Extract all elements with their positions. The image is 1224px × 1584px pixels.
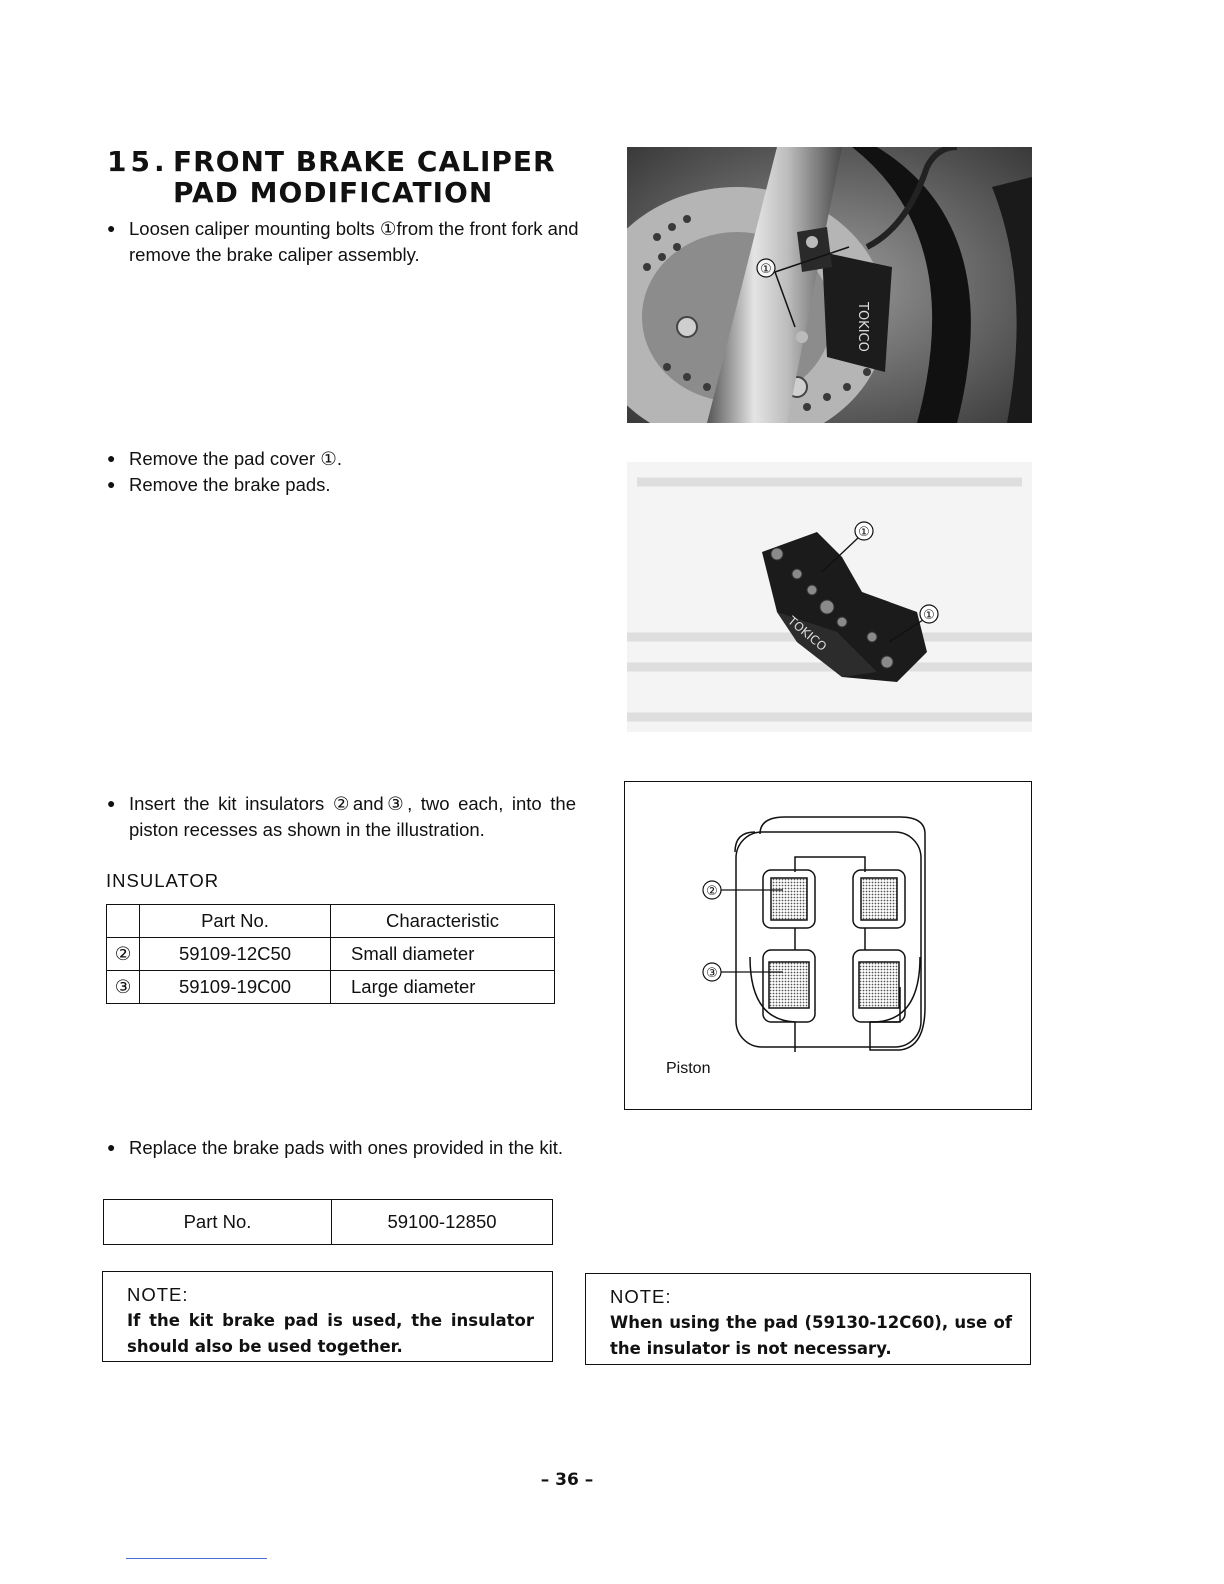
insulator-diagram xyxy=(624,781,1032,1110)
title-line-2: PAD MODIFICATION xyxy=(173,176,494,209)
step-4-text: Replace the brake pads with ones provided in the kit. xyxy=(129,1137,563,1158)
footer-rule xyxy=(126,1558,267,1559)
section-number: 15. xyxy=(107,145,169,178)
bullet-icon: ● xyxy=(107,220,116,236)
photo-caliper-removed xyxy=(627,462,1032,732)
row-part-no: 59109-19C00 xyxy=(140,971,331,1004)
step-3 xyxy=(107,790,576,843)
table-row xyxy=(104,1200,553,1245)
photo2-callout-2: ① xyxy=(923,608,935,623)
row-characteristic: Large diameter xyxy=(331,971,555,1004)
page-number: – 36 – xyxy=(540,1470,594,1490)
step-1-text: Loosen caliper mounting bolts ①from the front fork and remove the brake caliper assembly. xyxy=(129,218,579,265)
row-part-no: 59109-12C50 xyxy=(140,938,331,971)
header-part-no: Part No. xyxy=(140,905,331,938)
section-title xyxy=(107,146,577,208)
bullet-icon: ● xyxy=(107,1139,116,1155)
row-mark: ③ xyxy=(107,971,140,1004)
note-right-heading: NOTE: xyxy=(610,1286,672,1307)
step-3-text: Insert the kit insulators ②and③, two each, into the piston recesses as shown in the illustration. xyxy=(129,793,576,840)
pad-part-value: 59100-12850 xyxy=(332,1200,553,1245)
step-1 xyxy=(107,215,581,268)
photo1-brand-text: TOKICO xyxy=(855,302,870,352)
header-characteristic: Characteristic xyxy=(331,905,555,938)
step-2b xyxy=(107,471,581,498)
note-left-text: If the kit brake pad is used, the insulator should also be used together. xyxy=(127,1311,534,1356)
table-row xyxy=(107,971,555,1004)
title-line-1: FRONT BRAKE CALIPER xyxy=(173,145,556,178)
pad-table xyxy=(103,1199,553,1245)
note-right-text: When using the pad (59130-12C60), use of the insulator is not necessary. xyxy=(610,1313,1012,1358)
step-2a xyxy=(107,445,581,472)
diagram-label-3: ③ xyxy=(706,966,718,981)
diagram-label-2: ② xyxy=(706,884,718,899)
photo-caliper-on-fork xyxy=(627,147,1032,423)
step-2b-text: Remove the brake pads. xyxy=(129,474,331,495)
bullet-icon: ● xyxy=(107,476,116,492)
photo1-callout-1: ① xyxy=(760,262,772,277)
insulator-caption: INSULATOR xyxy=(106,870,220,891)
pad-part-label: Part No. xyxy=(104,1200,332,1245)
table-row xyxy=(107,938,555,971)
header-blank xyxy=(107,905,140,938)
table-header-row xyxy=(107,905,555,938)
photo2-brand-text: TOKICO xyxy=(785,613,830,654)
row-mark: ② xyxy=(107,938,140,971)
step-4 xyxy=(107,1134,576,1161)
step-2a-text: Remove the pad cover ①. xyxy=(129,448,342,469)
note-right xyxy=(585,1273,1031,1365)
bullet-icon: ● xyxy=(107,795,116,811)
insulator-table xyxy=(106,904,555,1004)
photo2-callout-1: ① xyxy=(858,525,870,540)
diagram-caption: Piston xyxy=(666,1060,711,1077)
note-left-heading: NOTE: xyxy=(127,1284,189,1305)
row-characteristic: Small diameter xyxy=(331,938,555,971)
bullet-icon: ● xyxy=(107,450,116,466)
note-left xyxy=(102,1271,553,1362)
